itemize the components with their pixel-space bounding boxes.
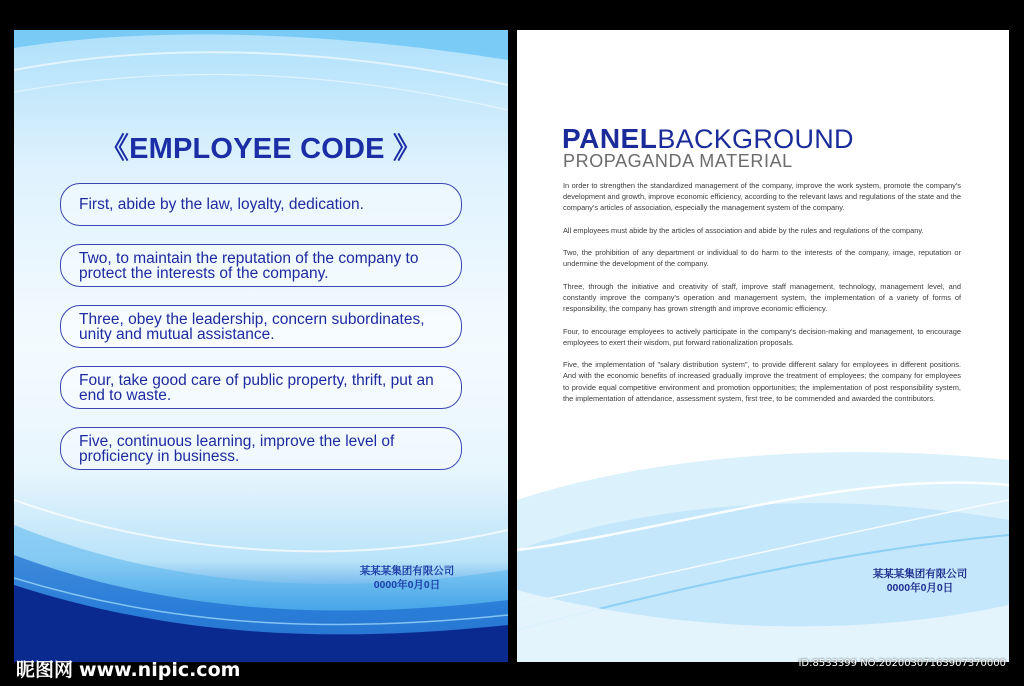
rule-item-3 <box>60 305 462 348</box>
image-id-watermark: ID:8533399 NO:20200307163907370000 <box>798 658 1006 669</box>
site-watermark <box>16 655 240 682</box>
company-name: 某某某集团有限公司 <box>359 565 455 577</box>
paragraph: Two, the prohibition of any department or individual to do harm to the interests of the company, image, reputation or undermine the development of the company. <box>563 248 961 269</box>
rule-text: Three, obey the leadership, concern subordinates, unity and mutual assistance. <box>79 310 425 343</box>
employee-code-panel <box>14 30 508 662</box>
paragraph: All employees must abide by the articles of association and abide by the rules and regulations of the company. <box>563 225 924 235</box>
panel-background-page <box>517 30 1009 662</box>
company-signature <box>870 567 970 595</box>
panel-title <box>562 124 854 154</box>
panel-title-light: BACKGROUND <box>657 124 854 154</box>
site-url: www.nipic.com <box>79 659 241 681</box>
rule-item-5 <box>60 427 462 470</box>
paragraph: In order to strengthen the standardized management of the company, improve the work system, promote the company's development and growth, improve economic efficiency, according to the relevant laws and regulations of the state and the company's articles of association, especially the management system of the company. <box>563 181 961 213</box>
rule-text: Five, continuous learning, improve the level of proficiency in business. <box>79 432 395 465</box>
panel-subtitle: PROPAGANDA MATERIAL <box>563 151 793 171</box>
rule-item-1 <box>60 183 462 226</box>
company-date: 0000年0月0日 <box>886 582 954 594</box>
panel-title-bold: PANEL <box>562 123 658 154</box>
rule-item-2 <box>60 244 462 287</box>
site-name-zh: 昵图网 <box>16 659 74 681</box>
paragraph: Four, to encourage employees to actively participate in the company's decision-making and management, to encourage employees to exert their wisdom, put forward rationalization proposals. <box>563 326 961 347</box>
rule-text: Four, take good care of public property, thrift, put an end to waste. <box>79 371 434 404</box>
company-name: 某某某集团有限公司 <box>872 568 968 580</box>
rule-text: Two, to maintain the reputation of the company to protect the interests of the company. <box>79 249 419 282</box>
paragraph: Three, through the initiative and creativity of staff, improve staff management, technology, management level, and constantly improve the company's operation and management system, the implementation of a variety of forms of responsibility, the company has grown strength and improve economic efficiency. <box>563 281 961 314</box>
body-text <box>563 180 961 415</box>
company-signature <box>352 564 462 592</box>
rule-item-4 <box>60 366 462 409</box>
employee-code-title: 《EMPLOYEE CODE 》 <box>99 133 423 165</box>
rule-text: First, abide by the law, loyalty, dedication. <box>79 196 364 213</box>
paragraph: Five, the implementation of "salary distribution system", to provide different salary for employees in different positions. And with the economic benefits of increased gradually improve the treatment of employees; the company for employees to provide equal competitive environment and promotion opportunities; the implementation of post responsibility system, the implementation of attendance, assessment system, first tree, to be commended and awarded the contributors. <box>563 360 961 403</box>
company-date: 0000年0月0日 <box>373 579 441 591</box>
